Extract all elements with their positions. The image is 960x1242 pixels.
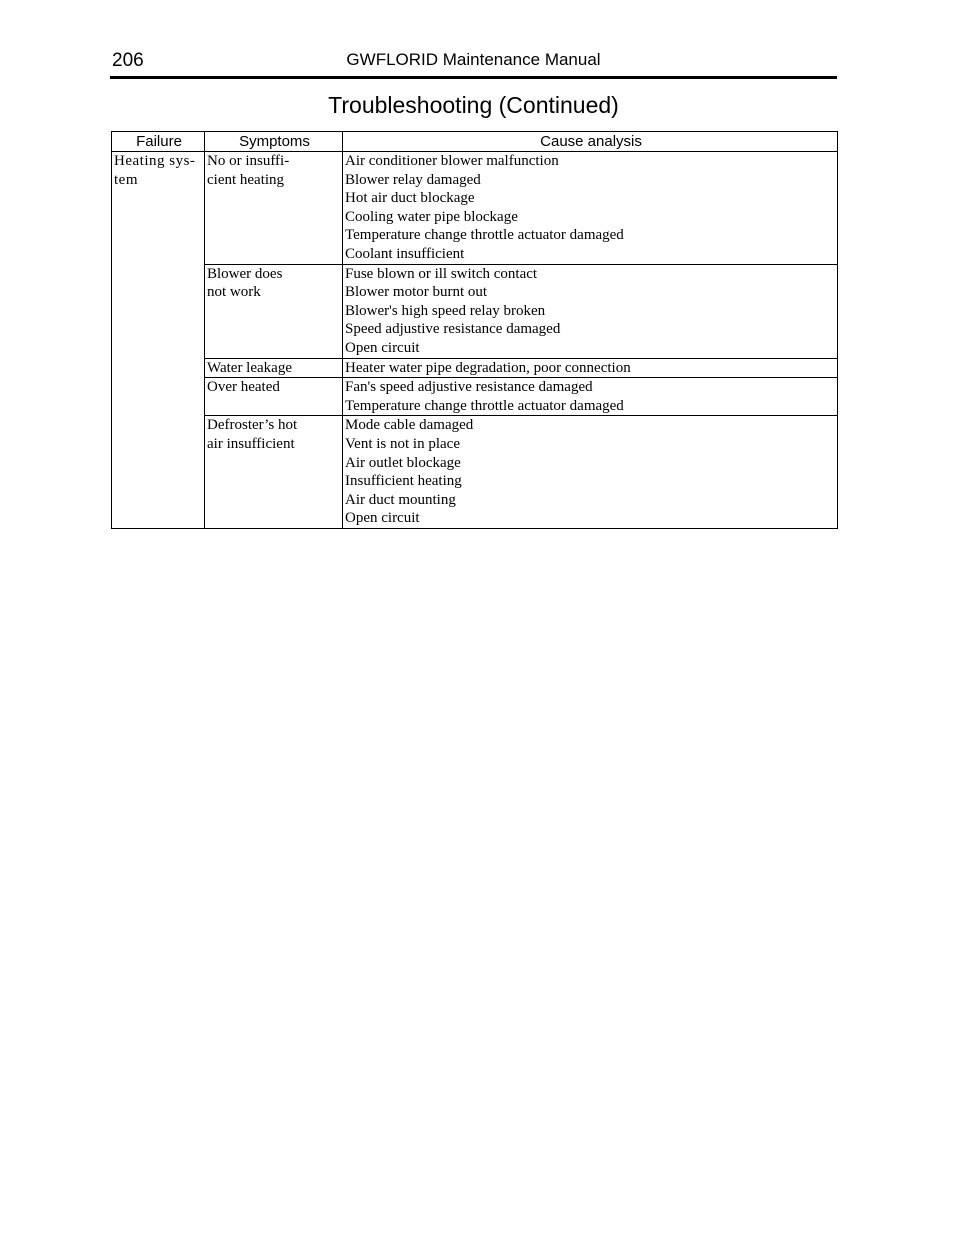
failure-cell xyxy=(112,152,205,529)
symptom-text: No or insuffi- xyxy=(207,153,290,169)
cause-cell xyxy=(343,264,838,358)
section-title: Troubleshooting (Continued) xyxy=(328,92,619,118)
failure-text: Heating sys- xyxy=(114,153,196,169)
page-header xyxy=(110,46,837,79)
cause-item: Open circuit xyxy=(345,510,420,527)
cause-cell xyxy=(343,378,838,416)
symptom-cell xyxy=(205,358,343,378)
table-row xyxy=(112,358,838,378)
column-header-failure: Failure xyxy=(112,132,205,152)
cause-item: Blower relay damaged xyxy=(345,171,481,188)
symptom-text: air insufficient xyxy=(207,435,295,452)
cause-item: Fuse blown or ill switch contact xyxy=(345,265,538,282)
table-row xyxy=(112,264,838,358)
symptom-text: not work xyxy=(207,284,261,301)
cause-item: Air outlet blockage xyxy=(345,454,461,471)
symptom-cell xyxy=(205,378,343,416)
failure-text: tem xyxy=(114,171,138,188)
cause-cell xyxy=(343,152,838,265)
symptom-cell xyxy=(205,264,343,358)
cause-item: Cooling water pipe blockage xyxy=(345,208,518,225)
table-header-row xyxy=(112,132,838,152)
cause-item: Temperature change throttle actuator damaged xyxy=(345,227,624,244)
symptom-text: cient heating xyxy=(207,171,285,188)
column-header-cause-analysis: Cause analysis xyxy=(343,132,838,152)
cause-item: Blower motor burnt out xyxy=(345,284,488,301)
cause-item: Vent is not in place xyxy=(345,435,460,452)
cause-cell xyxy=(343,416,838,529)
symptom-cell xyxy=(205,152,343,265)
troubleshooting-table xyxy=(111,131,838,529)
cause-item: Open circuit xyxy=(345,339,420,356)
cause-item: Fan's speed adjustive resistance damaged xyxy=(345,379,593,396)
manual-title: GWFLORID Maintenance Manual xyxy=(346,50,601,69)
cause-item: Insufficient heating xyxy=(345,473,462,490)
cause-item: Speed adjustive resistance damaged xyxy=(345,321,561,338)
cause-item: Hot air duct blockage xyxy=(345,190,475,207)
table-row xyxy=(112,378,838,416)
cause-item: Mode cable damaged xyxy=(345,417,474,434)
cause-item: Coolant insufficient xyxy=(345,245,465,262)
symptom-text: Over heated xyxy=(207,379,280,396)
cause-item: Heater water pipe degradation, poor connection xyxy=(345,359,631,376)
cause-item: Air duct mounting xyxy=(345,491,456,508)
symptom-cell xyxy=(205,416,343,529)
page-number: 206 xyxy=(112,50,144,71)
table-row xyxy=(112,416,838,529)
cause-item: Temperature change throttle actuator damaged xyxy=(345,397,624,414)
symptom-text: Water leakage xyxy=(207,359,292,376)
symptom-text: Defroster’s hot xyxy=(207,417,298,434)
table-row xyxy=(112,152,838,265)
cause-item: Blower's high speed relay broken xyxy=(345,302,546,319)
cause-cell xyxy=(343,358,838,378)
symptom-text: Blower does xyxy=(207,265,283,282)
table-body xyxy=(112,152,838,529)
column-header-symptoms: Symptoms xyxy=(205,132,343,152)
cause-item: Air conditioner blower malfunction xyxy=(345,153,559,169)
